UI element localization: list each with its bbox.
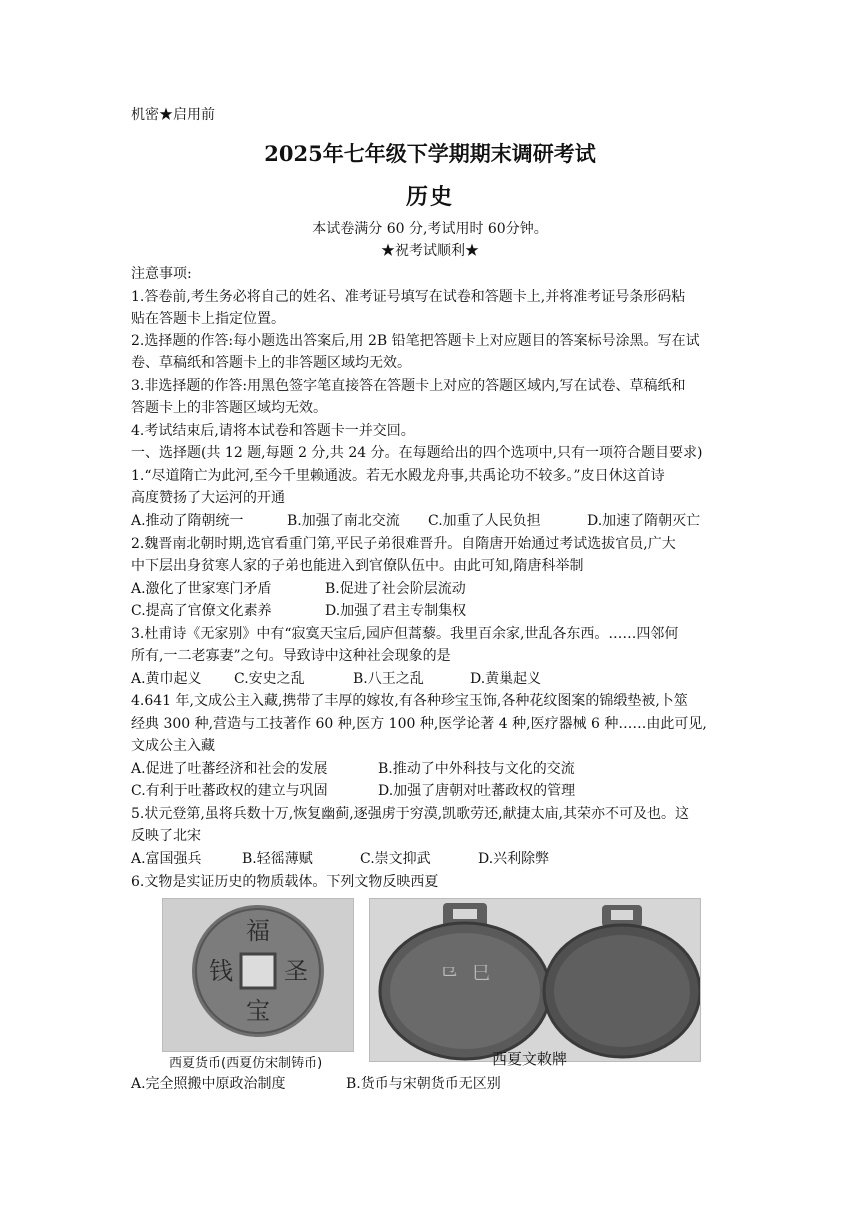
coin-char-top: 福 (246, 917, 270, 945)
note-line: 贴在答题卡上指定位置。 (131, 311, 285, 327)
question-stem: 高度赞扬了大运河的开通 (131, 490, 285, 506)
xixia-plaque-figure (369, 898, 701, 1062)
note-line: 4.考试结束后,请将本试卷和答题卡一并交回。 (131, 423, 415, 439)
wish-line: ★祝考试顺利★ (381, 243, 479, 259)
question-stem: 1.“尽道隋亡为此河,至今千里赖通波。若无水殿龙舟事,共禹论功不较多。”皮日休这首诗 (131, 468, 665, 484)
option-c: C.安史之乱 (234, 671, 305, 687)
coin-char-left: 钱 (209, 957, 233, 985)
option-b: B.推动了中外科技与文化的交流 (378, 761, 575, 777)
option-d: D.黄巢起义 (470, 671, 542, 687)
option-a: A.推动了隋朝统一 (131, 513, 244, 529)
question-stem: 所有,一二老寡妻”之句。导致诗中这种社会现象的是 (131, 648, 451, 664)
question-stem: 3.杜甫诗《无家别》中有“寂寞天宝后,园庐但蒿藜。我里百余家,世乱各东西。……四邻何 (131, 626, 679, 642)
option-b: B.货币与宋朝货币无区别 (346, 1076, 501, 1092)
question-stem: 文成公主入藏 (131, 738, 215, 754)
option-a: A.激化了世家寒门矛盾 (131, 581, 272, 597)
note-line: 答题卡上的非答题区域均无效。 (131, 400, 327, 416)
coin-caption: 西夏货币(西夏仿宋制铸币) (169, 1056, 323, 1071)
option-b: B.轻徭薄赋 (242, 851, 313, 867)
option-c: C.有利于吐蕃政权的建立与巩固 (131, 783, 328, 799)
question-stem: 经典 300 种,营造与工技著作 60 种,医方 100 种,医学论著 4 种,医疗器械 6 种……由此可见, (131, 716, 707, 732)
option-b: B.促进了社会阶层流动 (325, 581, 466, 597)
coin-char-right: 圣 (284, 957, 308, 985)
exam-info: 本试卷满分 60 分,考试用时 60分钟。 (312, 221, 548, 237)
plaque-glyph: ⺋ (440, 963, 458, 984)
option-d: D.加强了唐朝对吐蕃政权的管理 (378, 783, 576, 799)
option-a: A.完全照搬中原政治制度 (131, 1076, 286, 1092)
note-line: 1.答卷前,考生务必将自己的姓名、准考证号填写在试卷和答题卡上,并将准考证号条形码粘 (131, 289, 686, 305)
section-heading: 一、选择题(共 12 题,每题 2 分,共 24 分。在每题给出的四个选项中,只有一项符合题目要求) (131, 445, 703, 461)
question-stem: 2.魏晋南北朝时期,选官看重门第,平民子弟很难晋升。自隋唐开始通过考试选拔官员,广大 (131, 536, 676, 552)
option-a: A.富国强兵 (131, 851, 202, 867)
option-d: D.加强了君主专制集权 (325, 603, 467, 619)
option-a: A.促进了吐蕃经济和社会的发展 (131, 761, 328, 777)
coin-image (163, 899, 353, 1051)
option-c: C.提高了官僚文化素养 (131, 603, 272, 619)
question-stem: 6.文物是实证历史的物质载体。下列文物反映西夏 (131, 874, 439, 890)
option-d: D.兴利除弊 (478, 851, 550, 867)
note-line: 3.非选择题的作答:用黑色签字笔直接答在答题卡上对应的答题区域内,写在试卷、草稿纸和 (131, 378, 686, 394)
exam-title: 2025年七年级下学期期末调研考试 (264, 141, 596, 166)
question-stem: 4.641 年,文成公主入藏,携带了丰厚的嫁妆,有各种珍宝玉饰,各种花纹图案的锦缎垫被,卜筮 (131, 693, 688, 709)
xixia-coin-figure (162, 898, 354, 1052)
option-c: C.崇文抑武 (360, 851, 431, 867)
coin-char-bottom: 宝 (246, 997, 270, 1025)
option-d: D.加速了隋朝灭亡 (587, 513, 701, 529)
option-b: B.八王之乱 (353, 671, 424, 687)
option-b: B.加强了南北交流 (287, 513, 400, 529)
question-stem: 中下层出身贫寒人家的子弟也能进入到官僚队伍中。由此可知,隋唐科举制 (131, 558, 584, 574)
plaque-image (370, 899, 700, 1061)
question-stem: 5.状元登第,虽将兵数十万,恢复幽蓟,逐强虏于穷漠,凯歌劳还,献捷太庙,其荣亦不可及也。这 (131, 806, 690, 822)
note-line: 卷、草稿纸和答题卡上的非答题区域均无效。 (131, 355, 411, 371)
option-a: A.黄巾起义 (131, 671, 202, 687)
option-c: C.加重了人民负担 (428, 513, 541, 529)
confidential-mark: 机密★启用前 (131, 107, 215, 123)
plaque-glyph: ⺒ (472, 963, 490, 984)
subject-title: 历史 (405, 184, 454, 210)
question-stem: 反映了北宋 (131, 828, 201, 844)
note-line: 2.选择题的作答:每小题选出答案后,用 2B 铅笔把答题卡上对应题目的答案标号涂黑。写在试 (131, 333, 700, 349)
notes-heading: 注意事项: (131, 266, 192, 282)
plaque-caption: 西夏文敕牌 (492, 1050, 568, 1068)
